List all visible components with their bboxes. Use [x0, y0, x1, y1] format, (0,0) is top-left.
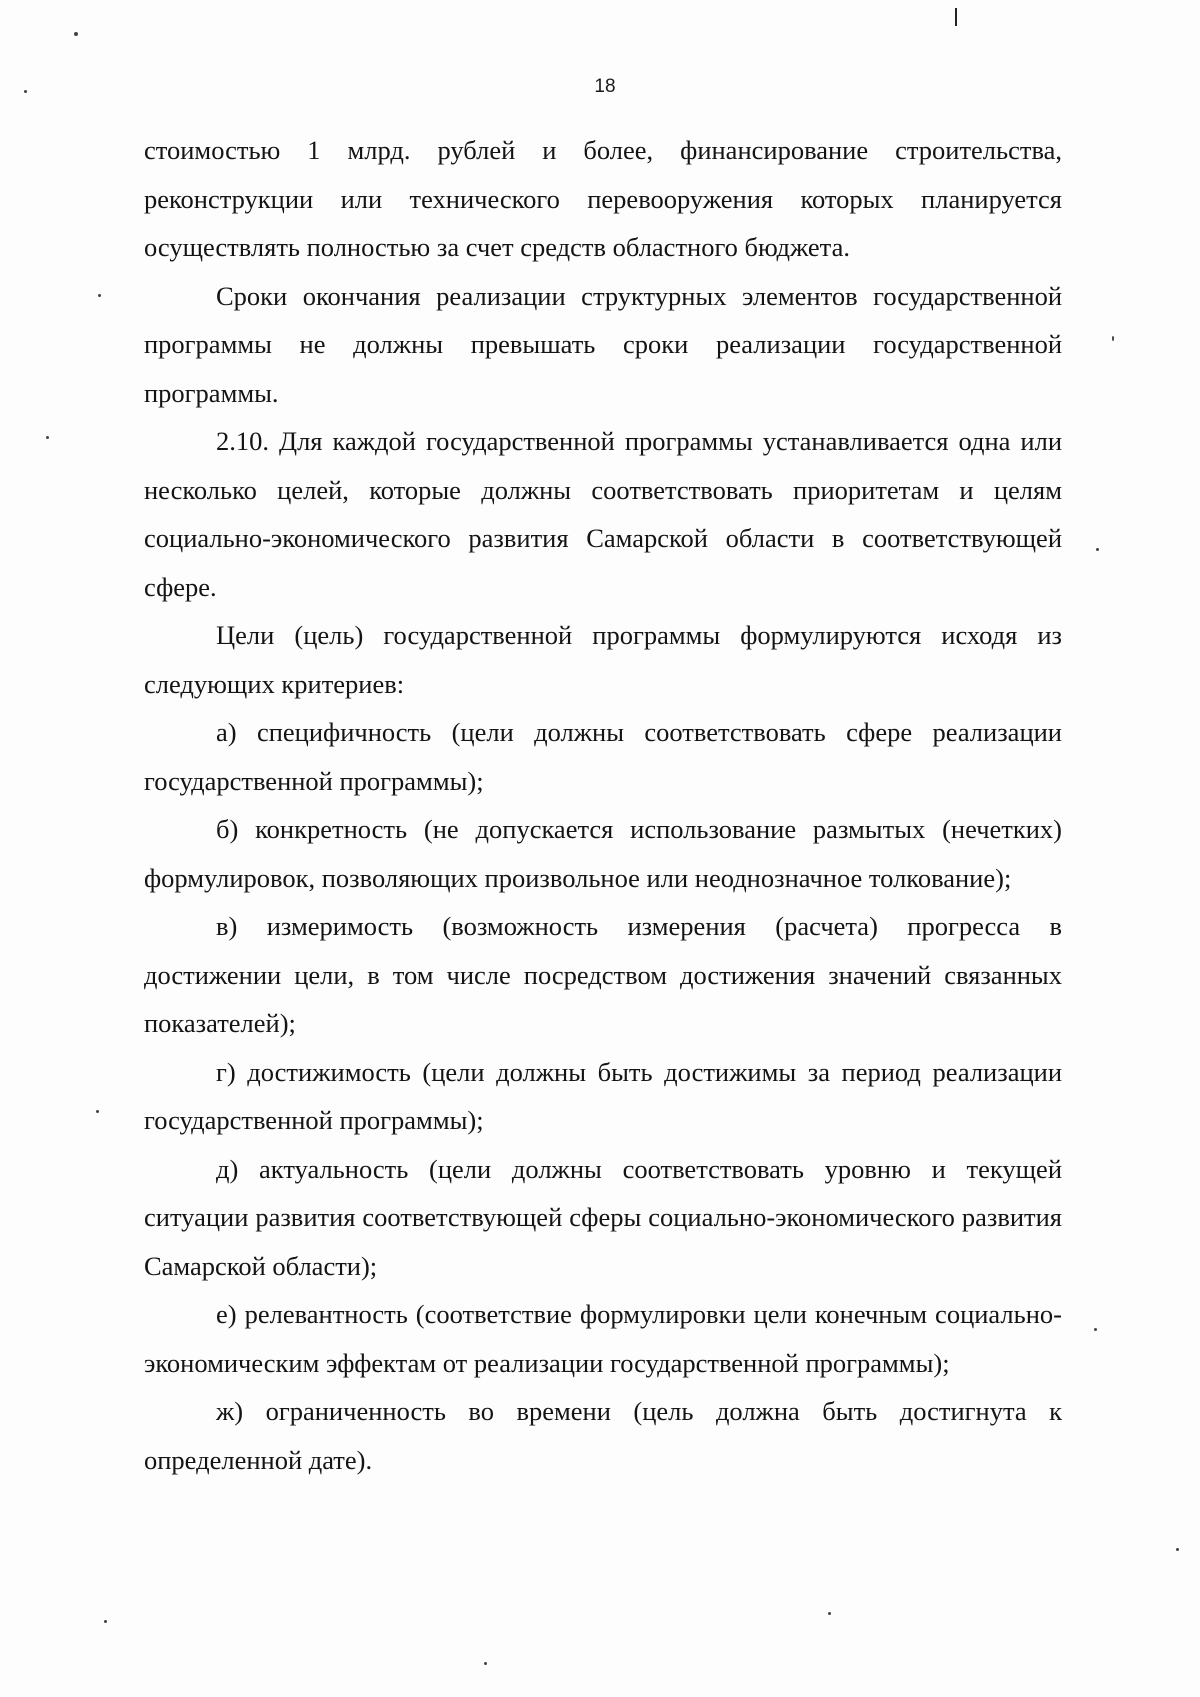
scan-speck [1094, 1328, 1097, 1331]
list-item-time-bound: ж) ограниченность во времени (цель должна быть достигнута к определенной дате). [144, 1396, 1062, 1475]
scan-speck [74, 32, 78, 36]
scan-mark [955, 8, 957, 26]
scan-speck [104, 1620, 107, 1623]
scan-speck [484, 1662, 487, 1665]
list-item-specificity: а) специфичность (цели должны соответствовать сфере реализации государственной программы); [144, 717, 1062, 796]
document-body [144, 126, 1062, 1484]
paragraph-continuation: стоимостью 1 млрд. рублей и более, финансирование строительства, реконструкции или технического перевооружения которых планируется осуществлять полностью за счет средств областного бюджета. [144, 135, 1062, 262]
list-item-relevance: е) релевантность (соответствие формулировки цели конечным социально-экономическим эффектам от реализации государственной программы); [144, 1299, 1062, 1378]
scan-speck [96, 1110, 99, 1113]
page-number: 18 [594, 76, 616, 97]
list-item-achievability: г) достижимость (цели должны быть достижимы за период реализации государственной программы); [144, 1056, 1062, 1135]
list-item-measurability: в) измеримость (возможность измерения (расчета) прогресса в достижении цели, в том числе посредством достижения значений связанных показателей); [144, 911, 1062, 1038]
scan-speck [828, 1612, 831, 1615]
scan-speck [1176, 1548, 1179, 1551]
scan-speck [98, 294, 101, 297]
scan-speck [1096, 548, 1099, 551]
scan-speck [46, 436, 49, 439]
paragraph-section-2-10: 2.10. Для каждой государственной программы устанавливается одна или несколько целей, которые должны соответствовать приоритетам и целям социально-экономического развития Самарской области в соответствующей сфере. [144, 426, 1062, 602]
list-item-relevance-current: д) актуальность (цели должны соответствовать уровню и текущей ситуации развития соответствующей сферы социально-экономического развития Самарской области); [144, 1153, 1062, 1281]
scan-speck [1112, 336, 1114, 341]
list-item-concreteness: б) конкретность (не допускается использование размытых (нечетких) формулировок, позволяющих произвольное или неоднозначное толкование); [144, 814, 1062, 893]
paragraph-deadlines: Сроки окончания реализации структурных элементов государственной программы не должны превышать сроки реализации государственной программы. [144, 280, 1062, 408]
paragraph-criteria-intro: Цели (цель) государственной программы формулируются исходя из следующих критериев: [144, 620, 1062, 699]
